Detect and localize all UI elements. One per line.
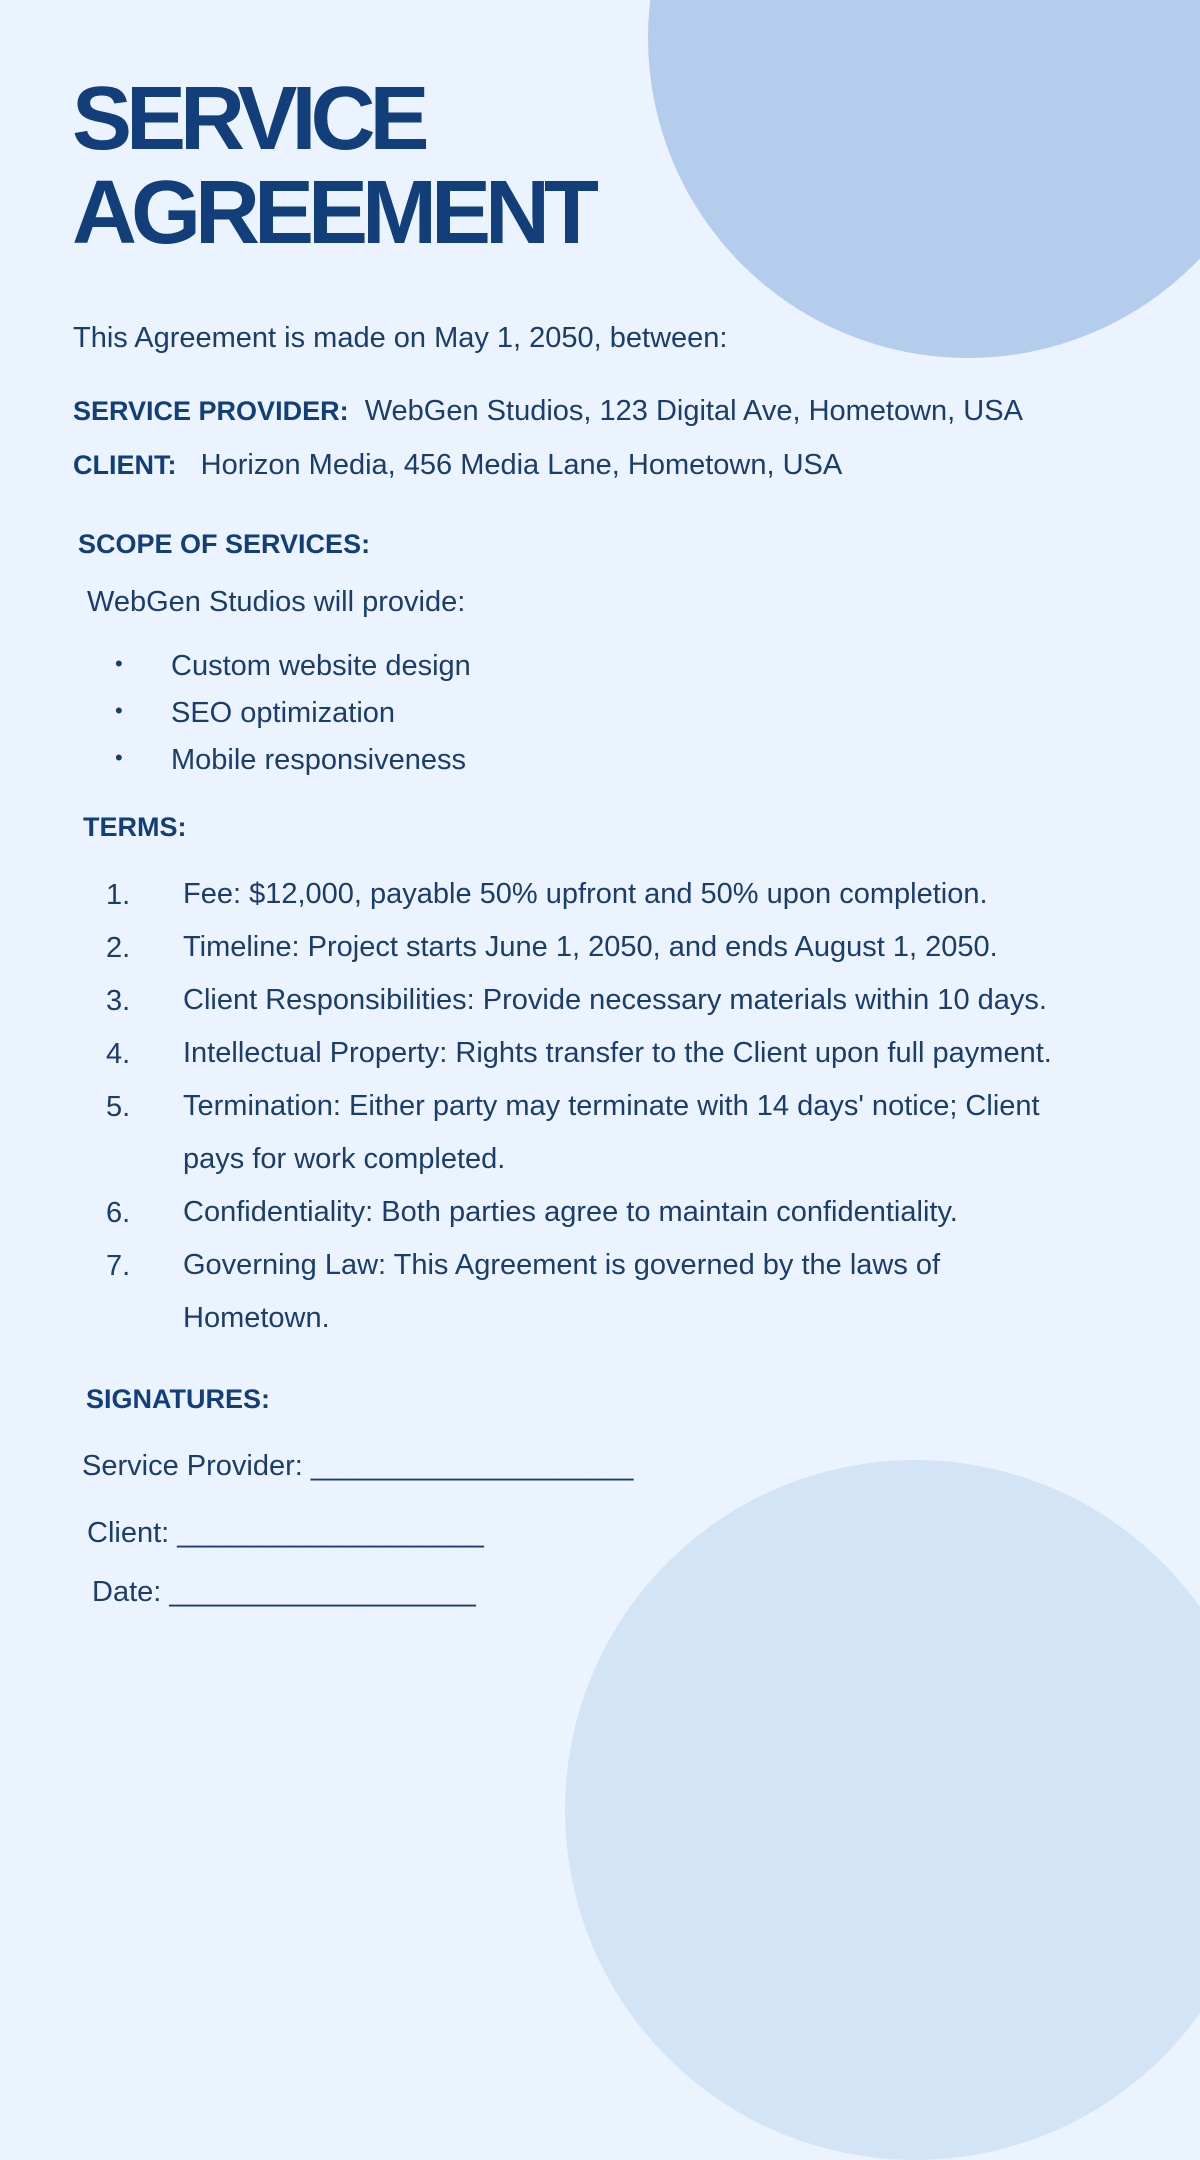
bullet-icon: • xyxy=(115,698,123,723)
client-value: Horizon Media, 456 Media Lane, Hometown, USA xyxy=(200,449,843,481)
term-number: 5. xyxy=(106,1091,131,1123)
term-text: Intellectual Property: Rights transfer to the Client upon full payment. xyxy=(183,1037,1052,1069)
term-number: 4. xyxy=(106,1038,131,1070)
document-title xyxy=(72,69,594,263)
term-text: Confidentiality: Both parties agree to maintain confidentiality. xyxy=(183,1196,958,1228)
list-item: SEO optimization xyxy=(171,697,396,729)
service-provider-label: SERVICE PROVIDER xyxy=(73,396,340,426)
scope-heading: SCOPE OF SERVICES: xyxy=(78,529,371,559)
list-item: Custom website design xyxy=(171,650,471,682)
client-label: CLIENT xyxy=(73,450,168,480)
intro-text: This Agreement is made on May 1, 2050, between: xyxy=(73,322,728,354)
term-text: Fee: $12,000, payable 50% upfront and 50% upon completion. xyxy=(183,878,988,910)
term-text: Governing Law: This Agreement is governed by the laws of Hometown. xyxy=(183,1249,941,1334)
terms-heading-label: TERMS xyxy=(83,812,178,842)
term-text: Termination: Either party may terminate with 14 days' notice; Client pays for work completed. xyxy=(183,1090,1040,1175)
bullet-icon: • xyxy=(115,651,123,676)
scope-intro: WebGen Studios will provide: xyxy=(87,586,466,618)
signature-service-provider[interactable]: Service Provider: ____________________ xyxy=(82,1450,634,1482)
term-number: 7. xyxy=(106,1250,131,1282)
signatures-heading-label: SIGNATURES xyxy=(86,1384,262,1414)
bullet-icon: • xyxy=(115,745,123,770)
scope-heading-label: SCOPE OF SERVICES xyxy=(78,529,362,559)
term-number: 3. xyxy=(106,985,131,1017)
term-text: Timeline: Project starts June 1, 2050, and ends August 1, 2050. xyxy=(183,931,998,963)
signature-date[interactable]: Date: ___________________ xyxy=(92,1576,476,1608)
service-provider-value: WebGen Studios, 123 Digital Ave, Hometown, USA xyxy=(364,395,1023,427)
term-text: Client Responsibilities: Provide necessary materials within 10 days. xyxy=(183,984,1047,1016)
terms-heading: TERMS: xyxy=(83,812,187,842)
service-provider-row: SERVICE PROVIDER: WebGen Studios, 123 Digital Ave, Hometown, USA xyxy=(73,395,1023,427)
term-number: 1. xyxy=(106,879,131,911)
signatures-heading: SIGNATURES: xyxy=(86,1384,271,1414)
signature-client[interactable]: Client: ___________________ xyxy=(87,1517,484,1549)
title-line-2: AGREEMENT xyxy=(72,163,594,263)
title-line-1: SERVICE xyxy=(72,69,424,169)
list-item: Mobile responsiveness xyxy=(171,744,466,776)
term-number: 6. xyxy=(106,1197,131,1229)
client-row: CLIENT: Horizon Media, 456 Media Lane, Hometown, USA xyxy=(73,449,843,481)
term-number: 2. xyxy=(106,932,131,964)
